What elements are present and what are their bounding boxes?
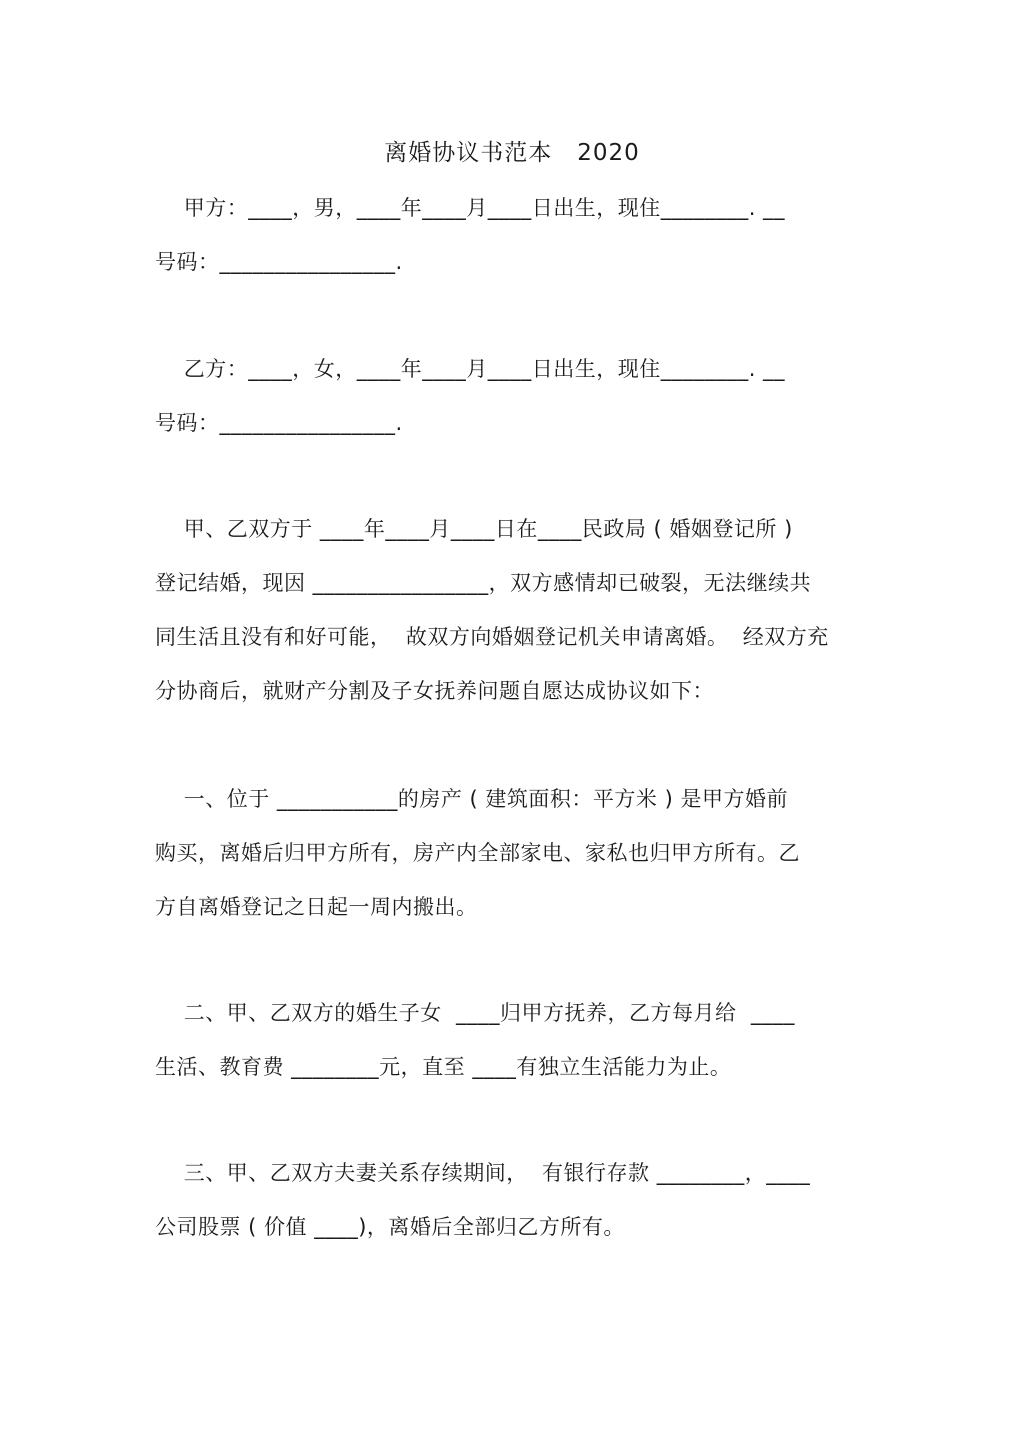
- party-b-line-2: 号码：________________.: [155, 411, 403, 435]
- clause-3-line-2: 公司股票 ( 价值 ____)，离婚后全部归乙方所有。: [155, 1215, 625, 1239]
- preamble-line-2: 登记结婚，现因 ________________，双方感情却已破裂，无法继续共: [155, 571, 812, 595]
- clause-1-line-3: 方自离婚登记之日起一周内搬出。: [155, 895, 478, 919]
- preamble-line-3: 同生活且没有和好可能， 故双方向婚姻登记机关申请离婚。 经双方充: [155, 625, 829, 649]
- document-title: 离婚协议书范本 2020: [384, 140, 640, 166]
- clause-3-line-1: 三、甲、乙双方夫妻关系存续期间， 有银行存款 ________，____: [155, 1161, 811, 1185]
- clause-1-line-1: 一、位于 ___________的房产 ( 建筑面积：平方米 ) 是甲方婚前: [155, 787, 788, 811]
- party-a-line-1: 甲方：____，男，____年____月____日出生，现住________. __: [155, 196, 786, 220]
- preamble-line-4: 分协商后，就财产分割及子女抚养问题自愿达成协议如下：: [155, 679, 714, 703]
- clause-2-line-2: 生活、教育费 ________元，直至 ____有独立生活能力为止。: [155, 1055, 732, 1079]
- clause-1-line-2: 购买，离婚后归甲方所有，房产内全部家电、家私也归甲方所有。乙: [155, 841, 800, 865]
- party-b-line-1: 乙方：____，女，____年____月____日出生，现住________. __: [155, 357, 786, 381]
- party-a-line-2: 号码：________________.: [155, 250, 403, 274]
- preamble-line-1: 甲、乙双方于 ____年____月____日在____民政局 ( 婚姻登记所 ): [155, 517, 793, 541]
- clause-2-line-1: 二、甲、乙双方的婚生子女 ____归甲方抚养，乙方每月给 ____: [155, 1001, 795, 1025]
